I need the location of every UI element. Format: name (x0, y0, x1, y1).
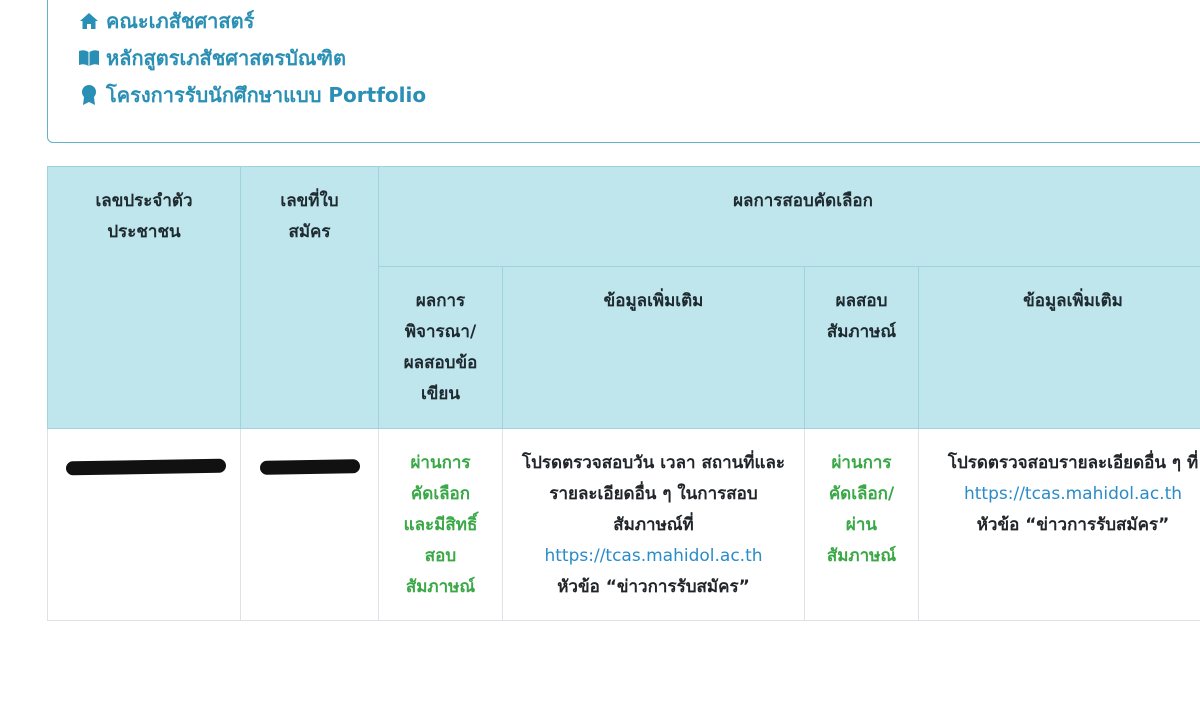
link-label: หลักสูตรเภสัชศาสตรบัณฑิต (106, 46, 346, 70)
table-row (48, 429, 1200, 621)
header-consideration-result: ผลการพิจารณา/ผลสอบข้อเขียน (379, 267, 503, 429)
link-portfolio-admission[interactable] (78, 80, 426, 110)
info-2-link[interactable]: https://tcas.mahidol.ac.th (963, 484, 1183, 504)
info-1-topic: หัวข้อ “ข่าวการรับสมัคร” (557, 577, 750, 597)
link-label: คณะเภสัชศาสตร์ (106, 9, 255, 33)
info-1-link[interactable]: https://tcas.mahidol.ac.th (544, 546, 763, 566)
link-pharmacy-curriculum[interactable] (78, 43, 346, 73)
cell-additional-info-1 (503, 429, 805, 621)
redacted-id-number (66, 459, 226, 476)
info-2-topic: หัวข้อ “ข่าวการรับสมัคร” (976, 515, 1170, 535)
header-interview-result: ผลสอบสัมภาษณ์ (805, 267, 919, 429)
cell-interview-result: ผ่านการคัดเลือก/ผ่านสัมภาษณ์ (805, 429, 919, 621)
header-application-number: เลขที่ใบสมัคร (241, 167, 379, 429)
link-label: โครงการรับนักศึกษาแบบ Portfolio (106, 83, 427, 107)
cell-id-number (48, 429, 241, 621)
info-1-text: โปรดตรวจสอบวัน เวลา สถานที่และรายละเอียดอื่น ๆ ในการสอบสัมภาษณ์ที่ (521, 453, 786, 535)
cell-consideration-result: ผ่านการคัดเลือกและมีสิทธิ์สอบสัมภาษณ์ (379, 429, 503, 621)
result-table (47, 166, 1200, 621)
home-icon (78, 10, 100, 32)
cell-additional-info-2 (919, 429, 1200, 621)
link-faculty-of-pharmacy[interactable] (78, 6, 254, 36)
info-2-text: โปรดตรวจสอบรายละเอียดอื่น ๆ ที่ (947, 453, 1199, 473)
award-icon (78, 84, 100, 106)
book-icon (78, 47, 100, 69)
cell-application-number (241, 429, 379, 621)
header-additional-info-1: ข้อมูลเพิ่มเติม (503, 267, 805, 429)
redacted-application-number (259, 459, 359, 475)
header-additional-info-2: ข้อมูลเพิ่มเติม (919, 267, 1200, 429)
header-id-number: เลขประจำตัวประชาชน (48, 167, 241, 429)
header-selection-result: ผลการสอบคัดเลือก (379, 167, 1200, 267)
